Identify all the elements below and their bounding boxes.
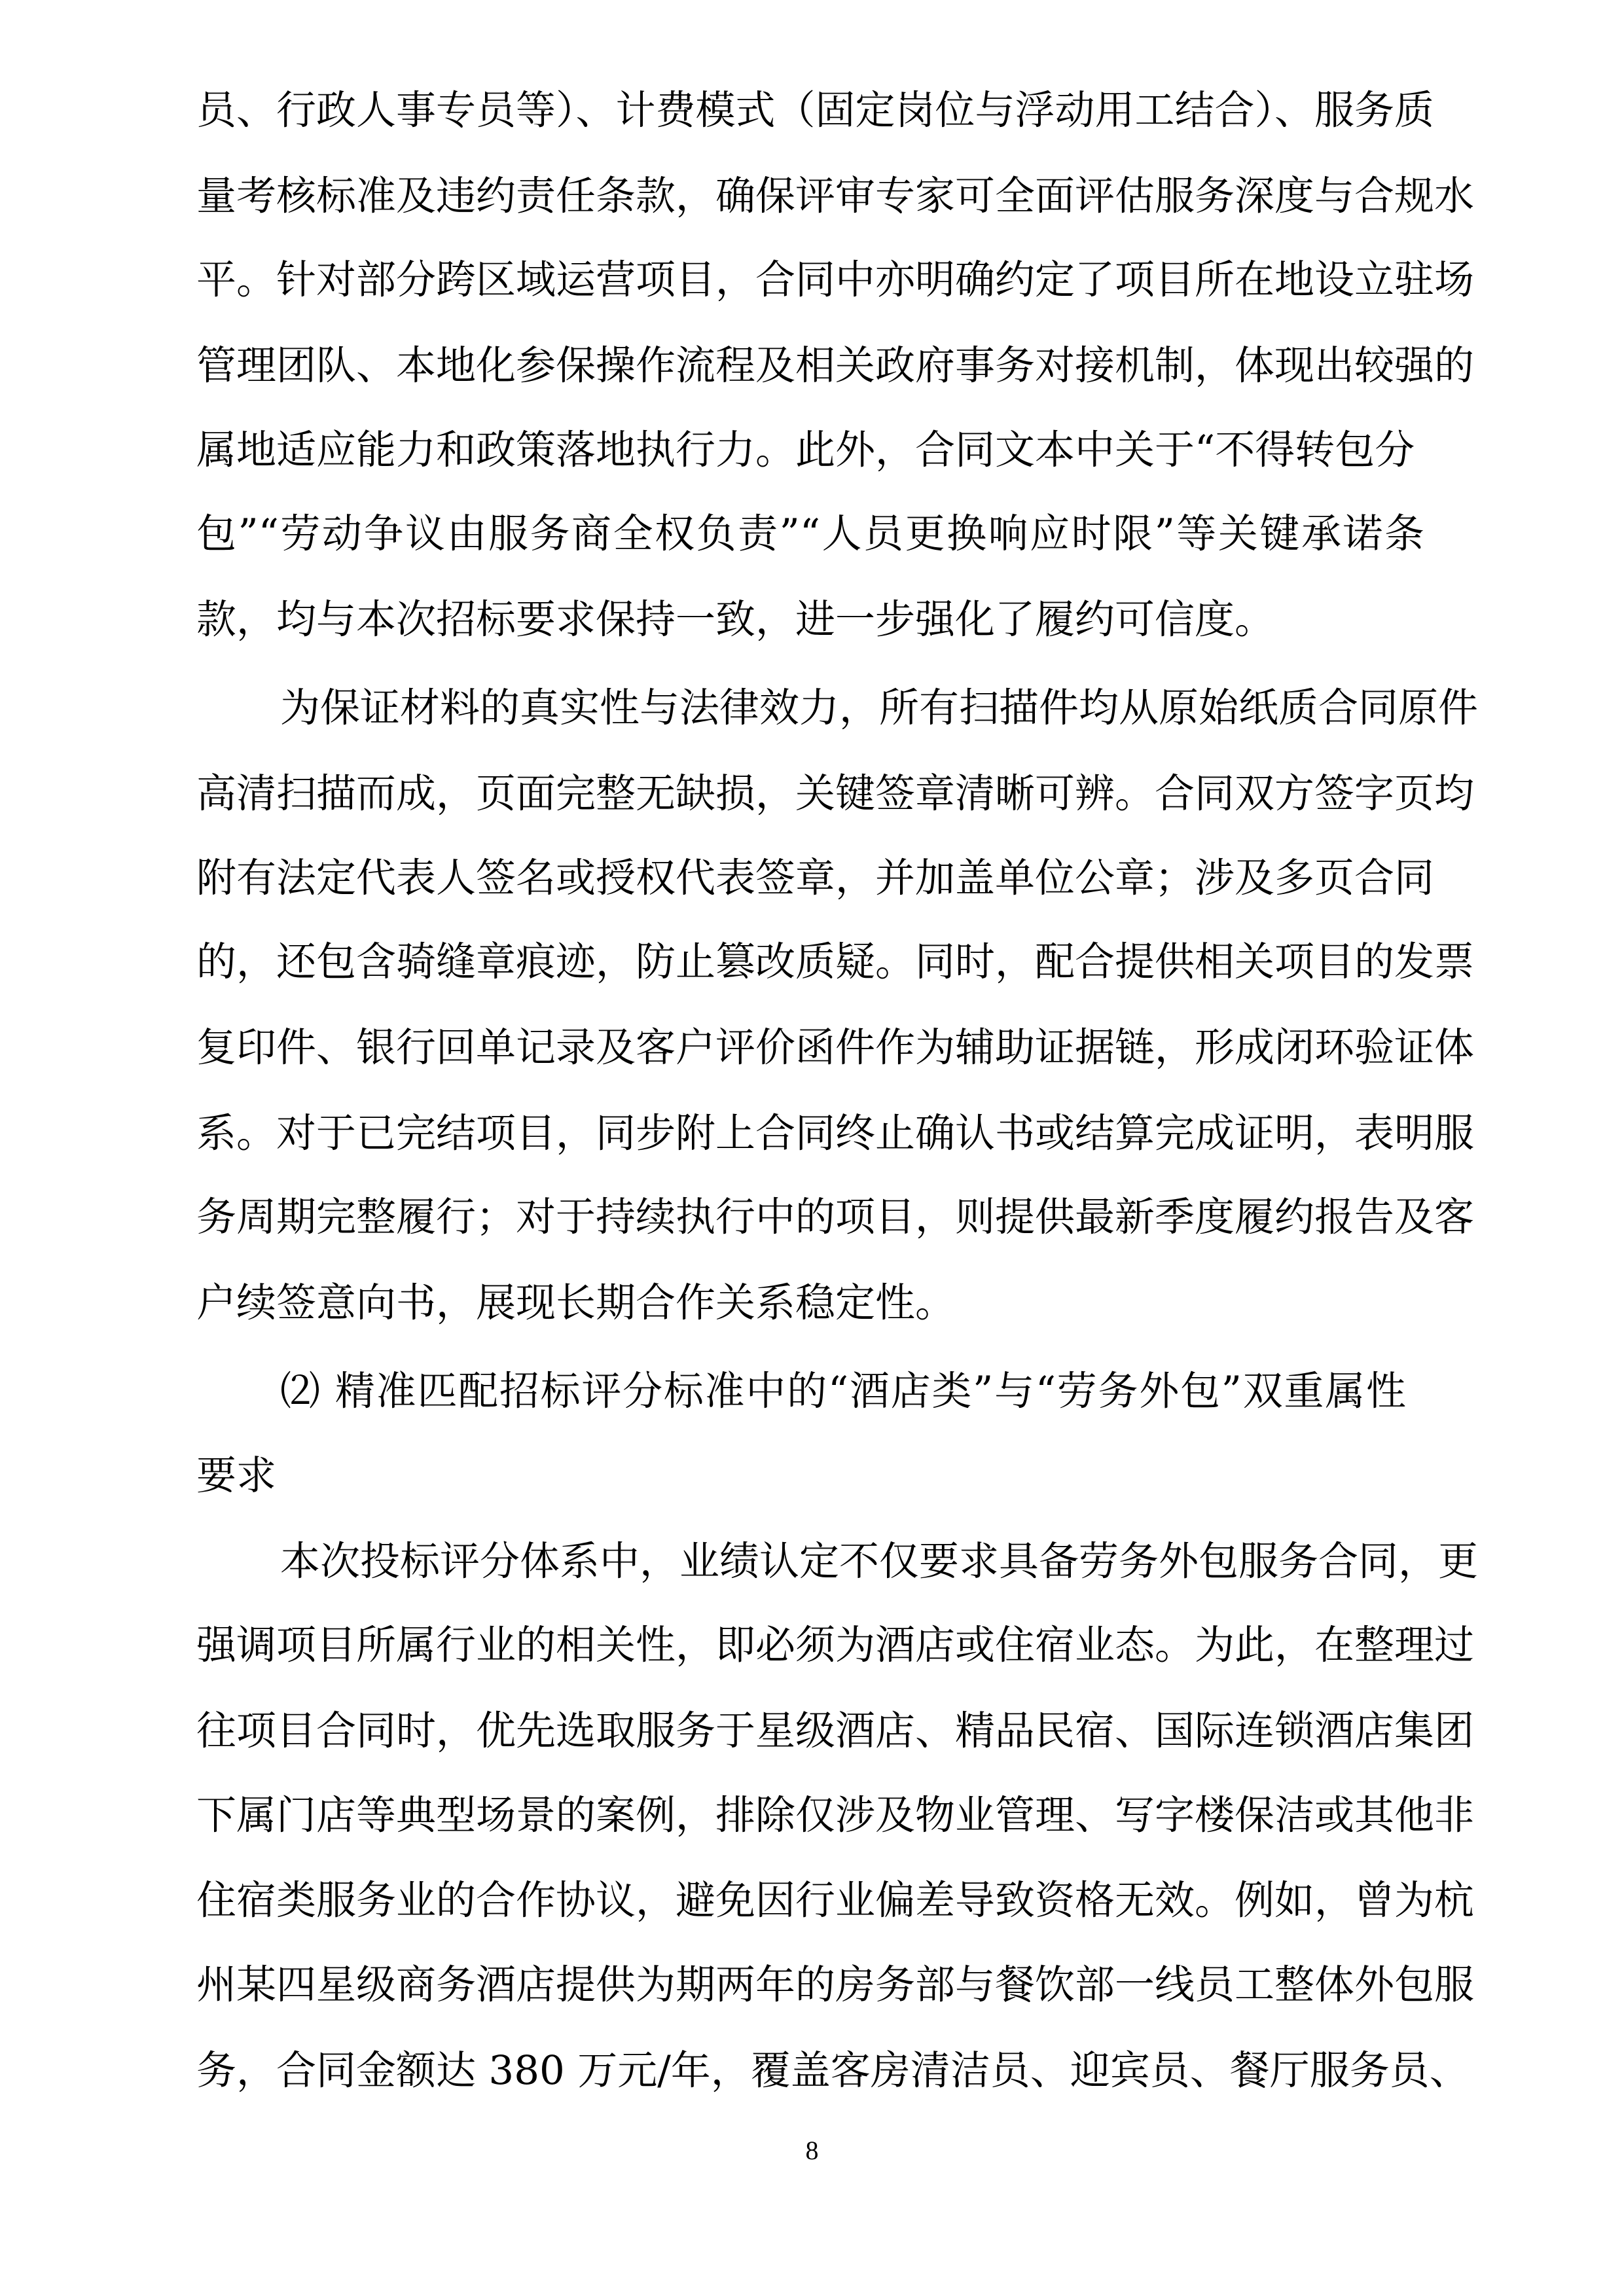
heading-line: ⑵ 精准匹配招标评分标准中的“酒店类”与“劳务外包”双重属性: [280, 1368, 1406, 1414]
text-line: 住宿类服务业的合作协议，避免因行业偏差导致资格无效。例如，曾为杭: [196, 1877, 1475, 1924]
text-line: 务周期完整履行；对于持续执行中的项目，则提供最新季度履约报告及客: [196, 1194, 1475, 1240]
text-line: 务，合同金额达 380 万元/年，覆盖客房清洁员、迎宾员、餐厅服务员、: [196, 2047, 1470, 2094]
heading-line: 要求: [196, 1452, 277, 1499]
text-line: 为保证材料的真实性与法律效力，所有扫描件均从原始纸质合同原件: [280, 685, 1479, 731]
page-number: 8: [805, 2136, 819, 2165]
text-line: 包”“劳动争议由服务商全权负责”“人员更换响应时限”等关键承诺条: [196, 511, 1424, 557]
text-line: 系。对于已完结项目，同步附上合同终止确认书或结算完成证明，表明服: [196, 1110, 1475, 1157]
text-line: 往项目合同时，优先选取服务于星级酒店、精品民宿、国际连锁酒店集团: [196, 1708, 1475, 1754]
text-line: 户续签意向书，展现长期合作关系稳定性。: [196, 1280, 956, 1326]
text-line: 员、行政人事专员等）、计费模式（固定岗位与浮动用工结合）、服务质: [196, 87, 1435, 134]
text-line: 管理团队、本地化参保操作流程及相关政府事务对接机制，体现出较强的: [196, 342, 1475, 389]
text-line: 属地适应能力和政策落地执行力。此外，合同文本中关于“不得转包分: [196, 427, 1415, 473]
text-line: 州某四星级商务酒店提供为期两年的房务部与餐饮部一线员工整体外包服: [196, 1962, 1475, 2008]
text-line: 高清扫描而成，页面完整无缺损，关键签章清晰可辨。合同双方签字页均: [196, 770, 1475, 817]
text-line: 款，均与本次招标要求保持一致，进一步强化了履约可信度。: [196, 596, 1275, 643]
text-line: 本次投标评分体系中，业绩认定不仅要求具备劳务外包服务合同，更: [280, 1538, 1479, 1585]
text-line: 强调项目所属行业的相关性，即必须为酒店或住宿业态。为此，在整理过: [196, 1622, 1475, 1668]
text-line: 量考核标准及违约责任条款，确保评审专家可全面评估服务深度与合规水: [196, 173, 1475, 219]
text-line: 下属门店等典型场景的案例，排除仅涉及物业管理、写字楼保洁或其他非: [196, 1792, 1475, 1839]
text-line: 复印件、银行回单记录及客户评价函件作为辅助证据链，形成闭环验证体: [196, 1024, 1475, 1071]
text-line: 的，还包含骑缝章痕迹，防止篡改质疑。同时，配合提供相关项目的发票: [196, 939, 1475, 985]
text-line: 平。针对部分跨区域运营项目，合同中亦明确约定了项目所在地设立驻场: [196, 257, 1475, 303]
text-line: 附有法定代表人签名或授权代表签章，并加盖单位公章；涉及多页合同: [196, 855, 1435, 901]
